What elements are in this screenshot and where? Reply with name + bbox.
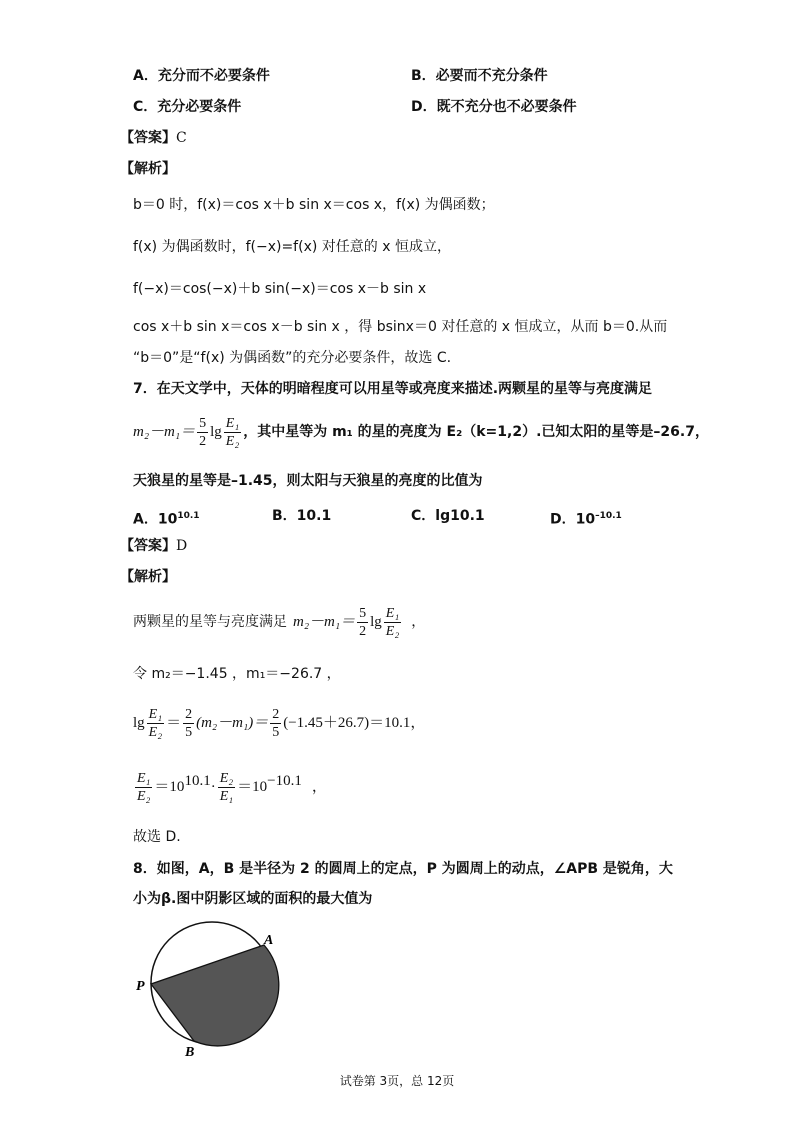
frac-num: 5 xyxy=(199,415,207,431)
q7-analysis-tag: 【解析】 xyxy=(120,569,176,585)
circle-figure xyxy=(130,920,290,1060)
option-d-exponent: –10.1 xyxy=(595,511,622,521)
q7-stem-formula-line xyxy=(133,410,709,454)
fraction-5-2 xyxy=(197,415,208,450)
frac-num: E₁ xyxy=(137,770,151,786)
point-a-label: A xyxy=(264,933,274,948)
analysis-formula: m₂－m₁＝ xyxy=(293,614,356,630)
frac-den: E₂ xyxy=(385,623,400,639)
shaded-region xyxy=(151,945,279,1046)
formula-left: m₂－m₁＝ xyxy=(133,424,196,440)
frac-num: E₁ xyxy=(148,706,163,722)
frac-den: 5 xyxy=(185,724,193,740)
q7-analysis-line-3 xyxy=(133,700,425,746)
point-p-label: P xyxy=(136,979,145,994)
q6-option-a: A．充分而不必要条件 xyxy=(133,68,270,84)
q7-stem-line-3: 天狼星的星等是–1.45，则太阳与天狼星的亮度的比值为 xyxy=(133,473,483,489)
exponent-2: −10.1 xyxy=(267,773,302,789)
q6-answer xyxy=(120,129,187,147)
q7-analysis-line-4 xyxy=(133,764,327,810)
frac-den: E₂ xyxy=(225,433,240,449)
frac-den: E₂ xyxy=(148,724,163,740)
q6-analysis-line-1: b＝0 时，f(x)＝cos x＋b sin x＝cos x，f(x) 为偶函数； xyxy=(133,197,495,213)
lg: lg xyxy=(210,424,222,440)
analysis-tail: (−1.45＋26.7)＝10.1， xyxy=(283,715,426,731)
q6-analysis-tag: 【解析】 xyxy=(120,161,176,177)
frac-den: 2 xyxy=(199,433,207,449)
q6-analysis-line-4: cos x＋b sin x＝cos x－b sin x ，得 bsinx＝0 对任意的 x 恒成立，从而 b＝0.从而 xyxy=(133,319,668,335)
analysis-text: 两颗星的星等与亮度满足 xyxy=(133,614,287,630)
frac-num: E₁ xyxy=(385,605,400,621)
stem-continuation: ，其中星等为 m₁ 的星的亮度为 E₂（k=1,2）.已知太阳的星等是–26.7， xyxy=(243,424,709,440)
frac-den: E₁ xyxy=(219,788,234,804)
frac-den: 5 xyxy=(272,724,280,740)
q7-analysis-line-1 xyxy=(133,600,425,644)
q6-option-d: D．既不充分也不必要条件 xyxy=(411,99,577,115)
q7-option-c: C．lg10.1 xyxy=(411,508,485,524)
analysis-mid: (m₂－m₁)＝ xyxy=(196,715,269,731)
equals: ＝ xyxy=(166,715,182,731)
q6-option-b: B．必要而不充分条件 xyxy=(411,68,548,84)
q6-analysis-line-3: f(−x)＝cos(−x)＋b sin(−x)＝cos x－b sin x xyxy=(133,281,427,297)
analysis-tail: ， xyxy=(311,779,327,795)
frac-num: 2 xyxy=(185,706,193,722)
q6-analysis-line-2: f(x) 为偶函数时，f(−x)=f(x) 对任意的 x 恒成立， xyxy=(133,239,451,255)
q6-analysis-line-5: “b＝0”是“f(x) 为偶函数”的充分必要条件，故选 C. xyxy=(133,350,452,366)
q8-stem-line-2: 小为β.图中阴影区域的面积的最大值为 xyxy=(133,891,373,907)
fraction-2-5-b xyxy=(270,706,281,741)
frac-den: E₂ xyxy=(137,788,151,804)
q7-analysis-line-2: 令 m₂＝−1.45 ，m₁＝−26.7 ， xyxy=(133,666,341,682)
fraction-5-2 xyxy=(357,605,368,640)
fraction-e1-e2 xyxy=(224,415,241,450)
frac-den: 2 xyxy=(359,623,367,639)
option-d-text: D．10 xyxy=(550,511,596,528)
q7-option-a xyxy=(133,507,200,529)
frac-num: 2 xyxy=(272,706,280,722)
option-a-text: A．10 xyxy=(133,511,178,528)
frac-num: E₂ xyxy=(219,770,234,786)
dot: · xyxy=(210,779,216,795)
fraction-e2-e1 xyxy=(218,770,235,805)
q6-option-c: C．充分必要条件 xyxy=(133,99,242,115)
analysis-tail: ， xyxy=(411,614,426,630)
answer-tag: 【答案】 xyxy=(120,130,176,146)
answer-value: C xyxy=(176,130,187,146)
equals-ten-2: ＝10 xyxy=(237,779,268,795)
page-footer: 试卷第 3页，总 12页 xyxy=(339,1074,455,1088)
fraction-e1-e2 xyxy=(135,770,152,805)
point-b-label: B xyxy=(185,1045,195,1060)
frac-num: E₁ xyxy=(225,415,240,431)
q7-answer xyxy=(120,537,187,555)
fraction-2-5 xyxy=(183,706,194,741)
equals-ten: ＝10 xyxy=(154,779,185,795)
fraction-e1-e2 xyxy=(384,605,401,640)
q8-stem-line-1: 8．如图，A，B 是半径为 2 的圆周上的定点，P 为圆周上的动点，∠APB 是锐角，大 xyxy=(133,861,673,877)
q7-option-b: B．10.1 xyxy=(272,508,332,524)
lg: lg xyxy=(370,614,382,630)
lg: lg xyxy=(133,715,145,731)
answer-tag: 【答案】 xyxy=(120,538,176,554)
q7-option-d xyxy=(550,507,622,529)
answer-value: D xyxy=(176,538,188,554)
q7-conclusion: 故选 D. xyxy=(133,829,181,845)
exponent-1: 10.1 xyxy=(184,773,211,789)
frac-num: 5 xyxy=(359,605,367,621)
option-a-exponent: 10.1 xyxy=(177,511,200,521)
fraction-e1-e2 xyxy=(147,706,164,741)
q7-stem-line-1: 7．在天文学中，天体的明暗程度可以用星等或亮度来描述.两颗星的星等与亮度满足 xyxy=(133,381,653,397)
